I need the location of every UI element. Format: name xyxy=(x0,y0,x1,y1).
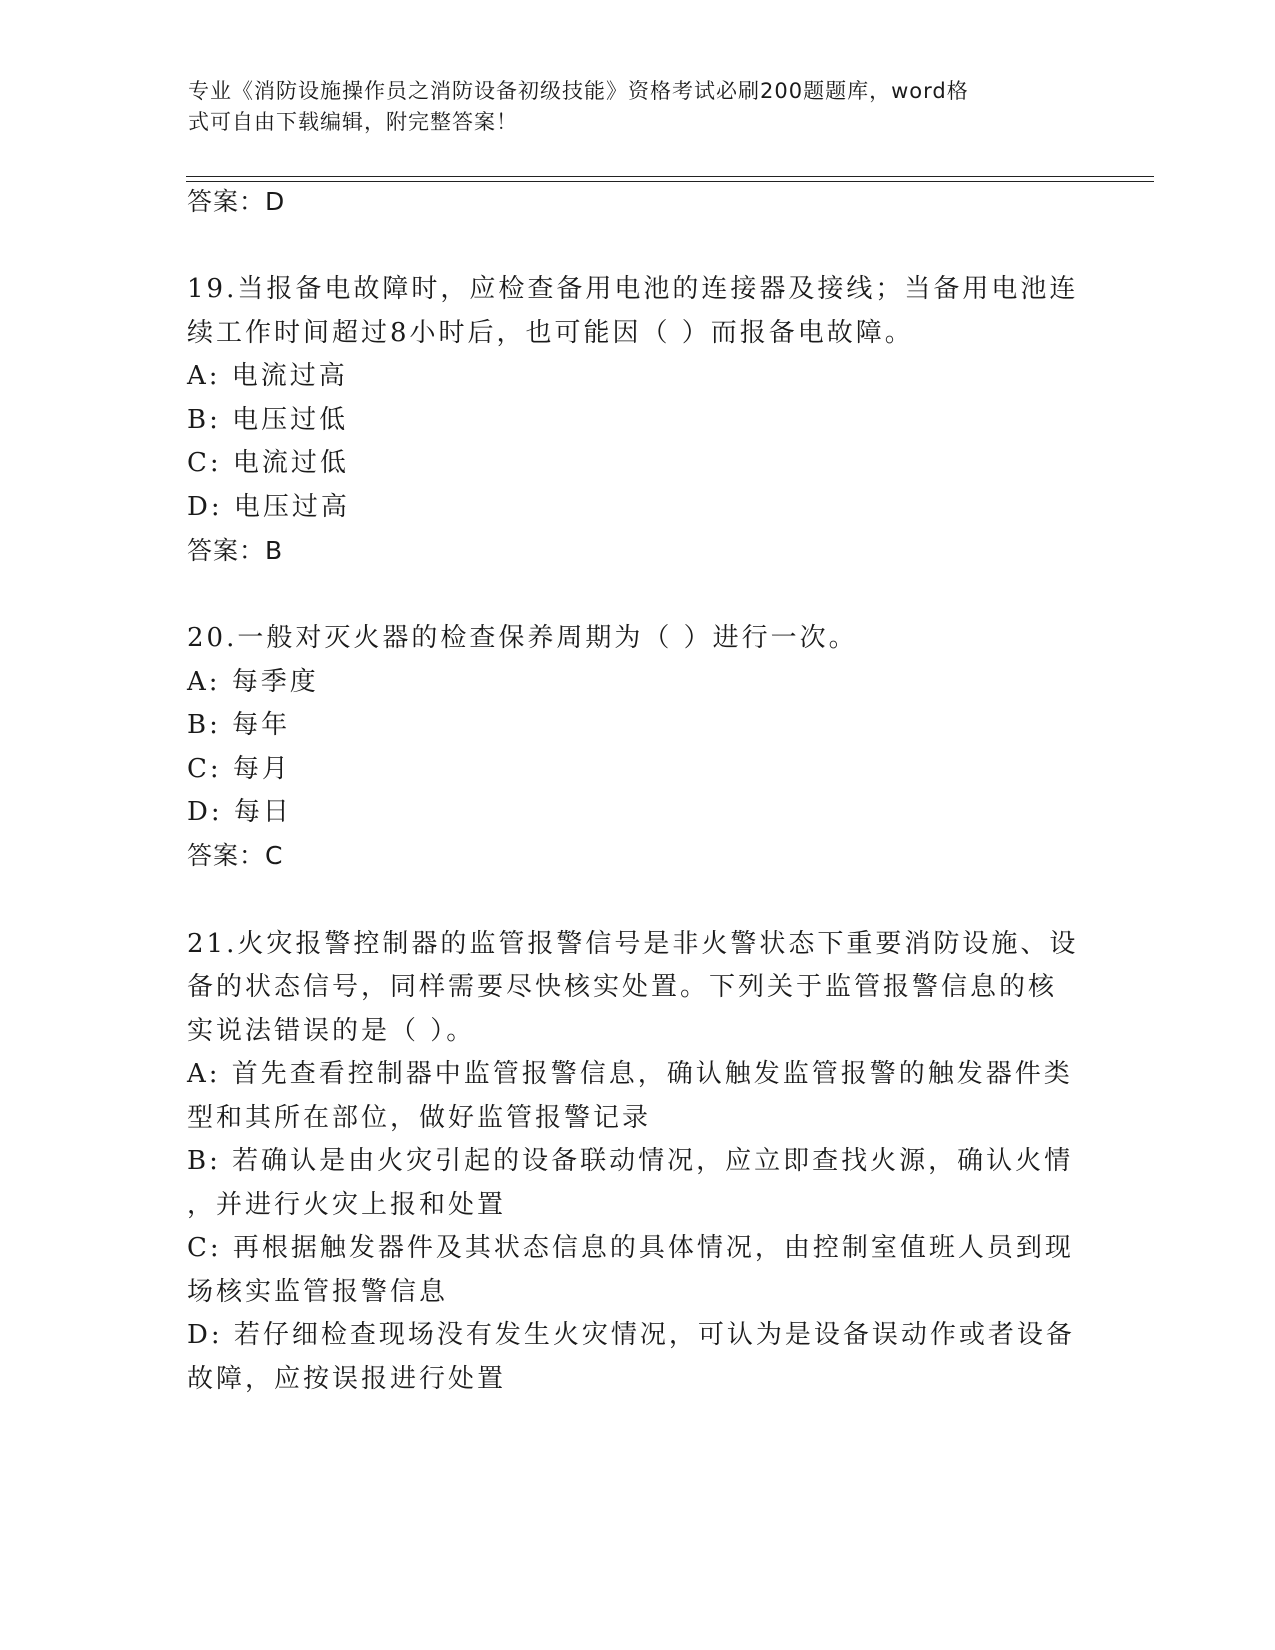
q21-option-a-line-2: 型和其所在部位，做好监管报警记录 xyxy=(187,1103,652,1133)
q21-text-line-1: 21.火灾报警控制器的监管报警信号是非火警状态下重要消防设施、设 xyxy=(187,929,1079,959)
q21-option-c-line-2: 场核实监管报警信息 xyxy=(187,1277,449,1307)
q19-option-d: D: 电压过高 xyxy=(187,492,350,522)
q20-text-line-1: 20.一般对灭火器的检查保养周期为（ ）进行一次。 xyxy=(187,623,858,653)
q19-option-c: C: 电流过低 xyxy=(187,448,349,478)
header-line-1: 专业《消防设施操作员之消防设备初级技能》资格考试必刷200题题库，word格 xyxy=(188,79,969,103)
q20-option-a: A: 每季度 xyxy=(187,667,319,697)
q19-option-b: B: 电压过低 xyxy=(187,405,349,435)
header-line-2: 式可自由下载编辑，附完整答案！ xyxy=(188,110,518,134)
answer-prev: 答案：D xyxy=(187,187,286,216)
q21-option-a-line-1: A: 首先查看控制器中监管报警信息，确认触发监管报警的触发器件类 xyxy=(187,1059,1073,1089)
q21-text-line-3: 实说法错误的是（ ）。 xyxy=(187,1016,476,1046)
q21-option-c-line-1: C: 再根据触发器件及其状态信息的具体情况，由控制室值班人员到现 xyxy=(187,1233,1074,1263)
q21-option-b-line-2: ，并进行火灾上报和处置 xyxy=(187,1190,507,1220)
q19-answer: 答案：B xyxy=(187,536,284,565)
q21-option-d-line-2: 故障，应按误报进行处置 xyxy=(187,1364,507,1394)
q21-option-d-line-1: D: 若仔细检查现场没有发生火灾情况，可认为是设备误动作或者设备 xyxy=(187,1320,1075,1350)
header-divider-bottom xyxy=(186,181,1154,182)
q19-text-line-1: 19.当报备电故障时，应检查备用电池的连接器及接线；当备用电池连 xyxy=(187,274,1079,304)
header-divider-top xyxy=(186,176,1154,177)
page-header xyxy=(188,76,1068,138)
q19-option-a: A: 电流过高 xyxy=(187,361,348,391)
q20-option-c: C: 每月 xyxy=(187,754,291,784)
q20-option-b: B: 每年 xyxy=(187,710,291,740)
q20-option-d: D: 每日 xyxy=(187,797,292,827)
q21-option-b-line-1: B: 若确认是由火灾引起的设备联动情况，应立即查找火源，确认火情 xyxy=(187,1146,1074,1176)
q21-text-line-2: 备的状态信号，同样需要尽快核实处置。下列关于监管报警信息的核 xyxy=(187,972,1058,1002)
q20-answer: 答案：C xyxy=(187,841,284,870)
q19-text-line-2: 续工作时间超过8小时后，也可能因（ ）而报备电故障。 xyxy=(187,318,914,348)
